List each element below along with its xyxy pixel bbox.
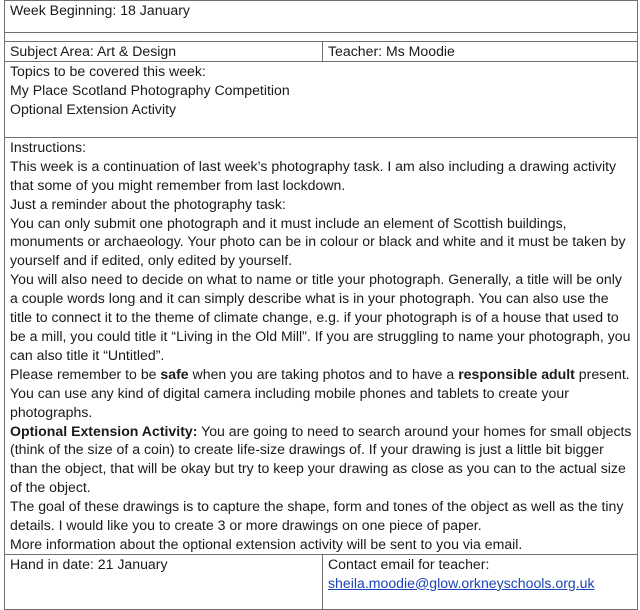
- instructions-paragraph: More information about the optional extension activity will be sent to you via email.: [10, 535, 523, 552]
- responsible-adult-emphasis: responsible adult: [458, 365, 575, 382]
- instructions-paragraph: The goal of these drawings is to capture the shape, form and tones of the object as well as the tiny details. I would like you to create 3 or more drawings on one piece of paper.: [10, 498, 624, 534]
- extension-paragraph: [10, 422, 633, 498]
- week-beginning: Week Beginning: 18 January: [10, 2, 190, 18]
- topics-cell: [5, 61, 638, 137]
- topics-heading: Topics to be covered this week:: [10, 62, 206, 79]
- topic-item: My Place Scotland Photography Competition: [10, 81, 290, 98]
- safety-text: when you are taking photos and to have a: [188, 365, 459, 382]
- instructions-paragraph: This week is a continuation of last week’s photography task. I am also including a drawing activity that some of you might remember from last lockdown.: [10, 157, 617, 193]
- instructions-cell: [5, 137, 638, 554]
- safe-emphasis: safe: [160, 365, 189, 382]
- safety-paragraph: [10, 365, 633, 384]
- teacher-email-link[interactable]: sheila.moodie@glow.orkneyschools.org.uk: [328, 574, 595, 591]
- instructions-paragraph: You can use any kind of digital camera including mobile phones and tablets to create your photographs.: [10, 384, 569, 420]
- teacher-name: Teacher: Ms Moodie: [328, 43, 455, 59]
- spacer-row: [5, 33, 638, 42]
- hand-in-date: Hand in date: 21 January: [10, 555, 168, 572]
- subject-area: Subject Area: Art & Design: [10, 43, 177, 59]
- teacher-cell: [323, 42, 638, 62]
- subject-area-cell: [5, 42, 323, 62]
- week-beginning-cell: [5, 1, 638, 33]
- instructions-paragraph: You will also need to decide on what to name or title your photograph. Generally, a title will be only a couple words long and it can simply describe what is in your photograph. You can also use the title to connect it to the theme of climate change, e.g. if your photograph is of a house that used to be a mill, you could title it “Living in the Old Mill”. If you are struggling to name your photograph, you can also title it “Untitled”.: [10, 271, 631, 363]
- hand-in-cell: [5, 554, 323, 609]
- instructions-paragraph: Just a reminder about the photography task:: [10, 195, 286, 212]
- contact-cell: [323, 554, 638, 609]
- extension-label: Optional Extension Activity:: [10, 422, 198, 439]
- safety-text: present.: [574, 365, 630, 382]
- contact-label: Contact email for teacher:: [328, 555, 490, 572]
- instructions-paragraph: You can only submit one photograph and it must include an element of Scottish buildings, monuments or archaeology. Your photo can be in colour or black and white and it must be taken by yourself and if edited, only edited by yourself.: [10, 214, 626, 269]
- topic-item: Optional Extension Activity: [10, 100, 177, 117]
- lesson-plan-table: [4, 0, 638, 610]
- instructions-heading: Instructions:: [10, 138, 86, 155]
- safety-text: Please remember to be: [10, 365, 161, 382]
- extension-text: You are going to need to search around your homes for small objects (think of the size of a coin) to create life-size drawings of. If your drawing is just a little bit bigger than the object, that will be okay but try to keep your drawing as close as you can to the actual size of the object.: [10, 422, 632, 496]
